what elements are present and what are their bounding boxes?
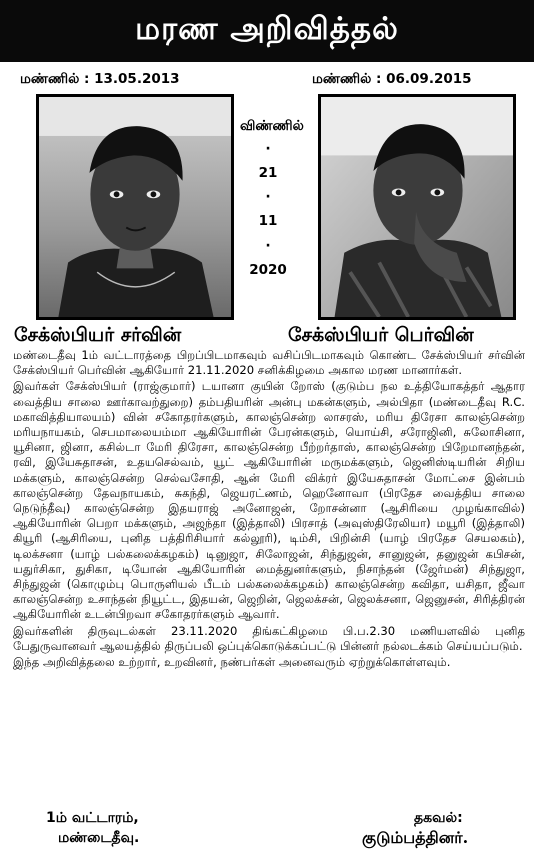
right-portrait-photo	[318, 94, 516, 320]
address-line-1: 1ம் வட்டாரம்,	[46, 810, 139, 826]
family-paragraph: இவர்கள் சேக்ஸ்பியர் (ராஜ்குமார்) டயானா குயின் றோஸ் (குடும்ப நல உத்தியோகத்தர் ஆதார வைத்திய சாலை ஊர்காவற்துறை) தம்பதியரின் அன்பு மகன்களும், அல்பிதா (மண்டைதீவு R.C. மகாவித்தியாலயம்) வின் சகோதரர்களும், காலஞ்சென்ற லாசரஸ், மரிய திரேசா காலஞ்சென்ற மரியநாயகம், செபமாலையம்மா ஆகியோரின் பேரன்களும், யொய்சி, சரோஜினி, சுலோசினா, யூசினா, ஜினா, கசில்டா மேரி திரேசா, காலஞ்சென்ற பீற்றர்தாஸ், காலஞ்சென்ற பிறேமானந்தன், ரவி, இயேசுதாசன், உதயசெல்வம், யூட் ஆகியோரின் மருமக்களும், ஜெனிஸ்டியரின் சிறிய மக்களும், காலஞ்சென்ற செல்வசோதி, ஆன் மேரி விக்ரர் இயேசுதாசன் மோட்சை இன்பம் காலஞ்சென்ற தேவநாயகம், சுகந்தி, ஜெயரட்ணம், ஹெனோவா (பிரதேச வைத்திய சாலை நெடுந்தீவு) காலஞ்சென்ற இதயராஜ் அனோஜன், றோசன்னா (ஆசிரியை முழங்காவில்) ஆகியோரின் பெறா மக்களும், அஜந்தா (இத்தாலி) பிரசாத் (அவுஸ்திரேலியா) மயூரி (இத்தாலி) கியூரி (ஆசிரியை, புனித பத்திரிசியார் கல்லூரி), டிம்சி, பிறின்சி (யாழ் பிரதேச செயலகம்), டிலக்சனா (யாழ் பல்கலைக்கழகம்) டினுஜா, சிலோஜன், சிந்துஜன், சானுஜன், தனுஜன் கபிசன், யதுர்சிகா, துசிகா, டியோன் ஆகியோரின் மைத்துனர்களும், நிசாந்தன் (ஜேர்மன்) சிந்துஜா, சிந்துஜன் (கொழும்பு பொருளியல் பீடம் பல்கலைக்கழகம்) காலஞ்சென்ற கவிதா, யசிதா, ஜீவா காலஞ்சென்ற உசாந்தன் நியூட்ட, இதயன், ஜெறின், ஜெலக்சன், ஜெலக்சனா, ஜெனுசன், சிரித்திரன் ஆகியோரின் உடன்பிறவா சகோதரர்களும் ஆவார்.	[13, 379, 525, 622]
left-birth-date: மண்ணில் : 13.05.2013	[20, 71, 180, 87]
contact-name: குடும்பத்தினர்.	[362, 828, 469, 847]
death-month: 11	[258, 213, 278, 229]
title-banner	[0, 0, 534, 62]
right-name: சேக்ஸ்பியர் பெர்வின்	[288, 324, 474, 346]
funeral-paragraph: இவர்களின் திருவுடல்கள் 23.11.2020 திங்கட்கிழமை பி.ப.2.30 மணியளவில் புனித பேதுருவானவர் ஆலயத்தில் திருப்பலி ஒப்புக்கொடுக்கப்பட்டு பின்னர் நல்லடக்கம் செய்யப்படும்.	[13, 623, 525, 653]
intro-paragraph: மண்டைதீவு 1ம் வட்டாரத்தை பிறப்பிடமாகவும் வசிப்பிடமாகவும் கொண்ட சேக்ஸ்பியர் சர்வின் சேக்ஸ்பியர் பெர்வின் ஆகியோர் 21.11.2020 சனிக்கிழமை அகால மரண மானார்கள்.	[13, 348, 525, 378]
death-date-column	[240, 118, 304, 278]
left-name: சேக்ஸ்பியர் சர்வின்	[14, 324, 182, 346]
separator-dot: ·	[265, 189, 271, 205]
death-day: 21	[258, 164, 278, 181]
obituary-body	[13, 348, 525, 671]
death-label: விண்ணில்	[240, 118, 304, 134]
contact-label: தகவல்:	[414, 810, 463, 826]
address-line-2: மண்டைதீவு.	[58, 830, 140, 846]
death-year: 2020	[249, 261, 287, 278]
left-portrait-photo	[36, 94, 234, 320]
closing-paragraph: இந்த அறிவித்தலை உற்றார், உறவினர், நண்பர்கள் அனைவரும் ஏற்றுக்கொள்ளவும்.	[13, 655, 451, 670]
page-title: மரண அறிவித்தல்	[135, 11, 399, 47]
separator-dot: ·	[265, 140, 271, 157]
separator-dot: ·	[265, 237, 271, 254]
right-birth-date: மண்ணில் : 06.09.2015	[312, 71, 472, 87]
